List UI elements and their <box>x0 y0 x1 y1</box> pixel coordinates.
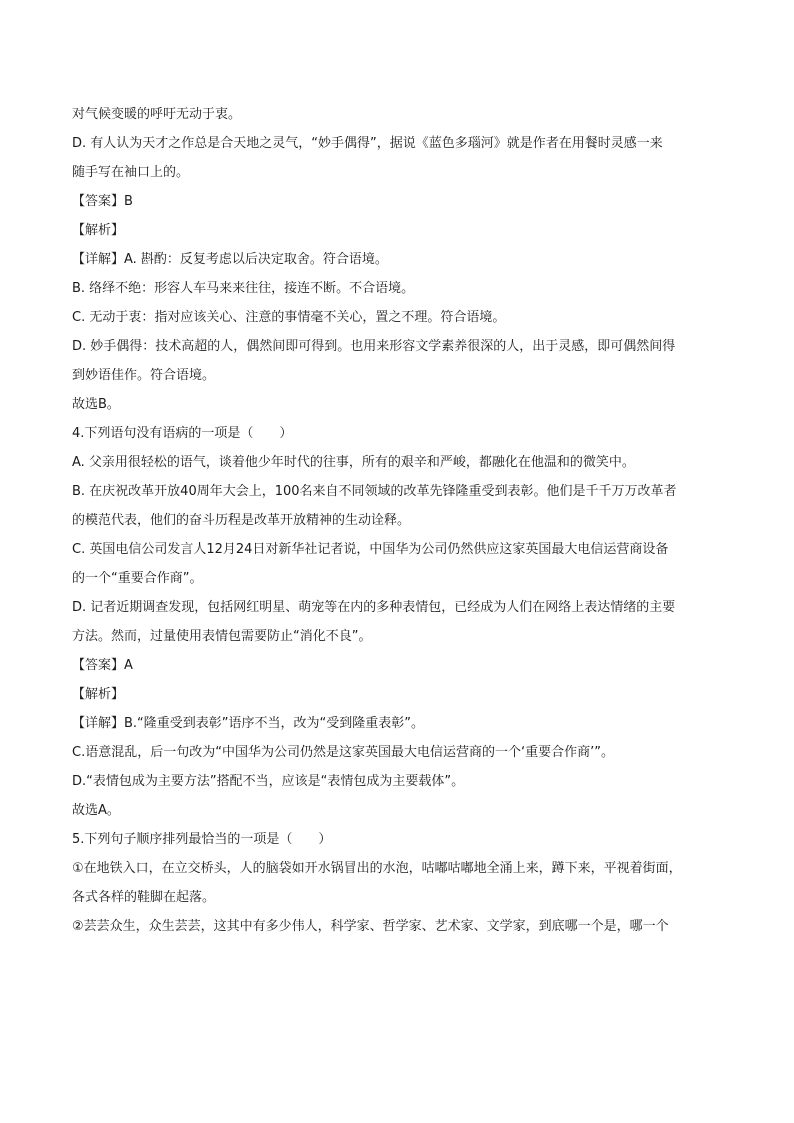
text-line: 到妙语佳作。符合语境。 <box>72 368 216 383</box>
text-line: 对气候变暖的呼吁无动于衷。 <box>72 107 242 122</box>
sentence-1: ①在地铁入口，在立交桥头，人的脑袋如开水锅冒出的水泡，咕嘟咕嘟地全涌上来，蹲下来，平视着街面， <box>72 861 682 876</box>
choice-conclusion: 故选B。 <box>72 397 120 412</box>
text-line: 的一个“重要合作商”。 <box>72 571 203 586</box>
answer-label: 【答案】A <box>72 658 133 673</box>
question-4-option-c: C. 英国电信公司发言人12月24日对新华社记者说，中国华为公司仍然供应这家英国最大电信运营商设备 <box>72 542 669 557</box>
text-line: 各式各样的鞋脚在起落。 <box>72 890 216 905</box>
explanation-c: C.语意混乱，后一句改为“中国华为公司仍然是这家英国最大电信运营商的一个‘重要合作商’”。 <box>72 745 614 760</box>
question-5-title: 5.下列句子顺序排列最恰当的一项是（ ） <box>72 832 332 847</box>
explanation-c: C. 无动于衷：指对应该关心、注意的事情毫不关心，置之不理。符合语境。 <box>72 310 506 325</box>
sentence-2: ②芸芸众生，众生芸芸，这其中有多少伟人，科学家、哲学家、艺术家、文学家，到底哪一个是，哪一个 <box>72 919 669 934</box>
choice-conclusion: 故选A。 <box>72 803 120 818</box>
question-4-title: 4.下列语句没有语病的一项是（ ） <box>72 426 293 441</box>
answer-label: 【答案】B <box>72 194 133 209</box>
explanation-d: D. 妙手偶得：技术高超的人，偶然间即可得到。也用来形容文学素养很深的人，出于灵感，即可偶然间得 <box>72 339 676 354</box>
text-line: 方法。然而，过量使用表情包需要防止“消化不良”。 <box>72 629 372 644</box>
explanation-d: D.“表情包成为主要方法”搭配不当，应该是“表情包成为主要载体”。 <box>72 774 465 789</box>
document-body <box>72 100 732 941</box>
option-d-text: D. 有人认为天才之作总是合天地之灵气，“妙手偶得”，据说《蓝色多瑙河》就是作者在用餐时灵感一来 <box>72 136 663 151</box>
analysis-label: 【解析】 <box>72 687 125 702</box>
question-4-option-d: D. 记者近期调查发现，包括网红明星、萌宠等在内的多种表情包，已经成为人们在网络上表达情绪的主要 <box>72 600 676 615</box>
detail-explanation: 【详解】A. 斟酌：反复考虑以后决定取舍。符合语境。 <box>72 252 388 267</box>
question-4-option-a: A. 父亲用很轻松的语气，谈着他少年时代的往事，所有的艰辛和严峻，都融化在他温和的微笑中。 <box>72 455 635 470</box>
text-line: 的模范代表，他们的奋斗历程是改革开放精神的生动诠释。 <box>72 513 411 528</box>
text-line: 随手写在袖口上的。 <box>72 165 190 180</box>
explanation-b: B. 络绎不绝：形容人车马来来往往，接连不断。不合语境。 <box>72 281 415 296</box>
detail-explanation: 【详解】B.“隆重受到表彰”语序不当，改为“受到隆重表彰”。 <box>72 716 424 731</box>
analysis-label: 【解析】 <box>72 223 125 238</box>
question-4-option-b: B. 在庆祝改革开放40周年大会上，100名来自不同领域的改革先锋隆重受到表彰。他们是千千万万改革者 <box>72 484 677 499</box>
